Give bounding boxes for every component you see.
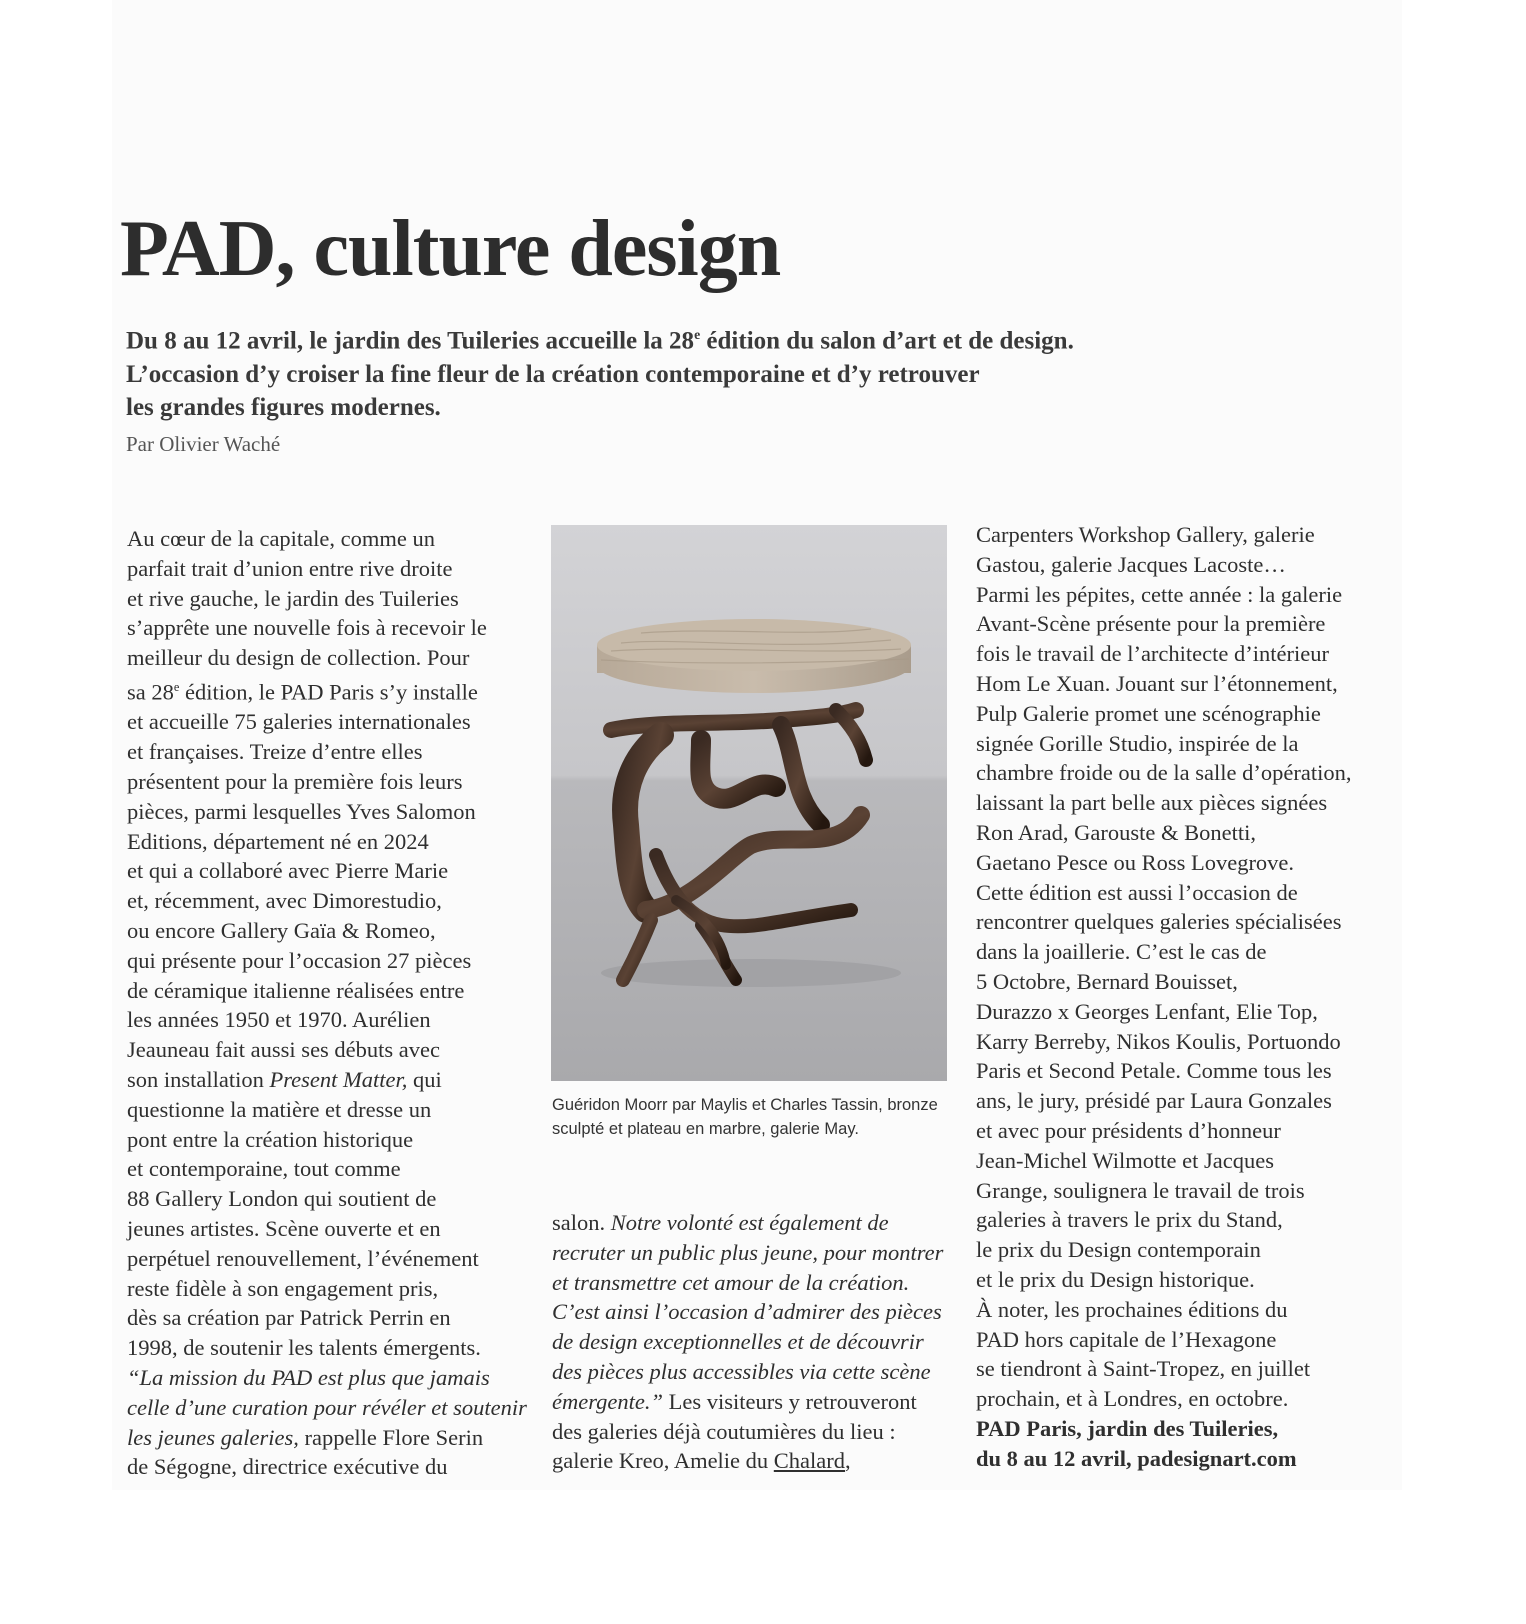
body-text: , <box>845 1448 851 1474</box>
quote-text: émergente.” <box>552 1388 664 1414</box>
photo-caption <box>552 1093 952 1141</box>
caption-line: Guéridon Moorr par Maylis et Charles Tassin, bronze <box>552 1096 938 1114</box>
body-line: Carpenters Workshop Gallery, galerie <box>976 522 1315 547</box>
body-line <box>127 1065 527 1095</box>
body-line: Hom Le Xuan. Jouant sur l’étonnement, <box>976 670 1338 696</box>
body-line <box>552 1387 952 1417</box>
body-column-3 <box>976 520 1386 1474</box>
body-line: Durazzo x Georges Lenfant, Elie Top, <box>976 998 1318 1024</box>
body-line: 88 Gallery London qui soutient de <box>127 1186 437 1212</box>
standfirst-text: édition du salon d’art et de design. <box>700 327 1074 355</box>
body-line: galeries à travers le prix du Stand, <box>976 1207 1283 1233</box>
body-line: et contemporaine, tout comme <box>127 1156 401 1182</box>
gueridon-photo <box>551 525 947 1081</box>
body-line: présentent pour la première fois leurs <box>127 769 463 795</box>
body-line: Jeauneau fait aussi ses débuts avec <box>127 1037 441 1063</box>
body-line: ou encore Gallery Gaïa & Romeo, <box>127 918 436 944</box>
body-line: se tiendront à Saint-Tropez, en juillet <box>976 1356 1311 1382</box>
body-line: Avant-Scène présente pour la première <box>976 611 1326 637</box>
body-line: rencontrer quelques galeries spécialisées <box>976 909 1342 935</box>
body-line: PAD hors capitale de l’Hexagone <box>976 1326 1277 1352</box>
article-title: PAD, culture design <box>120 205 781 293</box>
body-line: de Ségogne, directrice exécutive du <box>127 1454 448 1480</box>
body-line: s’apprête une nouvelle fois à recevoir le <box>127 615 487 641</box>
body-text: édition, le PAD Paris s’y installe <box>179 679 478 705</box>
quote-text: Notre volonté est également de <box>610 1210 889 1235</box>
body-line: fois le travail de l’architecte d’intérieur <box>976 641 1329 667</box>
body-line: Au cœur de la capitale, comme un <box>127 526 436 551</box>
body-line: Pulp Galerie promet une scénographie <box>976 700 1321 726</box>
body-line: et avec pour présidents d’honneur <box>976 1117 1281 1143</box>
body-column-2 <box>552 1208 952 1476</box>
body-line: questionne la matière et dresse un <box>127 1096 432 1122</box>
body-line: dès sa création par Patrick Perrin en <box>127 1305 451 1331</box>
standfirst-text: Du 8 au 12 avril, le jardin des Tuileries accueille la 28 <box>126 327 695 355</box>
quote-line: recruter un public plus jeune, pour montrer <box>552 1239 944 1265</box>
event-info-line: PAD Paris, jardin des Tuileries, <box>976 1415 1279 1441</box>
body-line: Grange, soulignera le travail de trois <box>976 1177 1305 1203</box>
quote-line: C’est ainsi l’occasion d’admirer des pièces <box>552 1299 942 1325</box>
body-line <box>127 1423 527 1453</box>
body-line: des galeries déjà coutumières du lieu : <box>552 1418 896 1444</box>
body-line: ans, le jury, présidé par Laura Gonzales <box>976 1088 1332 1114</box>
quote-line: de design exceptionnelles et de découvrir <box>552 1329 924 1355</box>
body-line: Cette édition est aussi l’occasion de <box>976 879 1298 905</box>
body-line: et françaises. Treize d’entre elles <box>127 739 423 765</box>
quote-line: et transmettre cet amour de la création. <box>552 1269 910 1295</box>
ordinal-superscript: e <box>694 327 701 342</box>
body-text: qui <box>407 1067 442 1092</box>
body-line: et, récemment, avec Dimorestudio, <box>127 888 442 914</box>
body-line: Parmi les pépites, cette année : la galerie <box>976 581 1343 607</box>
body-line: Gaetano Pesce ou Ross Lovegrove. <box>976 849 1295 875</box>
event-info-line: du 8 au 12 avril, padesignart.com <box>976 1445 1297 1471</box>
body-line: chambre froide ou de la salle d’opération, <box>976 760 1352 786</box>
body-text: galerie Kreo, Amelie du <box>552 1448 774 1474</box>
article-standfirst <box>126 318 1166 424</box>
body-line: signée Gorille Studio, inspirée de la <box>976 730 1299 756</box>
underlined-text: Chalard <box>773 1448 846 1474</box>
quote-text: les jeunes galeries, <box>127 1424 299 1450</box>
body-line: jeunes artistes. Scène ouverte et en <box>127 1215 441 1241</box>
body-line: Karry Berreby, Nikos Koulis, Portuondo <box>976 1028 1341 1054</box>
standfirst-line: les grandes figures modernes. <box>126 393 441 421</box>
body-line: Ron Arad, Garouste & Bonetti, <box>976 819 1256 845</box>
body-line: perpétuel renouvellement, l’événement <box>127 1245 479 1271</box>
body-text: Les visiteurs y retrouveront <box>663 1388 917 1414</box>
body-line <box>552 1446 952 1476</box>
body-line: et accueille 75 galeries internationales <box>127 709 471 735</box>
artwork-title: Present Matter, <box>269 1067 408 1092</box>
article-byline: Par Olivier Waché <box>126 432 281 456</box>
ordinal-superscript: e <box>173 679 180 694</box>
standfirst-line: L’occasion d’y croiser la fine fleur de la création contemporaine et d’y retrouver <box>126 360 980 388</box>
body-text: rappelle Flore Serin <box>298 1424 484 1450</box>
body-line: de céramique italienne réalisées entre <box>127 977 465 1003</box>
body-line: et le prix du Design historique. <box>976 1266 1255 1292</box>
quote-line: “La mission du PAD est plus que jamais <box>127 1364 490 1390</box>
body-line: pont entre la création historique <box>127 1126 414 1152</box>
body-line: les années 1950 et 1970. Aurélien <box>127 1007 431 1033</box>
body-line <box>552 1208 952 1238</box>
body-line: et qui a collaboré avec Pierre Marie <box>127 858 449 884</box>
body-line: Gastou, galerie Jacques Lacoste… <box>976 551 1286 577</box>
quote-line: des pièces plus accessibles via cette scène <box>552 1358 931 1384</box>
body-line: meilleur du design de collection. Pour <box>127 645 470 671</box>
body-line <box>127 673 527 707</box>
body-line: qui présente pour l’occasion 27 pièces <box>127 947 472 973</box>
body-column-1 <box>127 524 527 1482</box>
body-line: À noter, les prochaines éditions du <box>976 1296 1288 1322</box>
caption-line: sculpté et plateau en marbre, galerie May. <box>552 1120 859 1138</box>
body-line: 1998, de soutenir les talents émergents. <box>127 1335 481 1361</box>
body-text: son installation <box>127 1067 270 1092</box>
quote-line: celle d’une curation pour révéler et soutenir <box>127 1394 527 1420</box>
body-line: le prix du Design contemporain <box>976 1237 1261 1263</box>
body-line: parfait trait d’union entre rive droite <box>127 555 453 581</box>
table-illustration <box>551 525 947 1081</box>
body-line: prochain, et à Londres, en octobre. <box>976 1386 1289 1412</box>
body-line: Jean-Michel Wilmotte et Jacques <box>976 1147 1274 1173</box>
body-text: salon. <box>552 1210 611 1235</box>
body-line: dans la joaillerie. C’est le cas de <box>976 939 1267 965</box>
body-line: et rive gauche, le jardin des Tuileries <box>127 585 459 611</box>
body-line: 5 Octobre, Bernard Bouisset, <box>976 968 1238 994</box>
body-line: reste fidèle à son engagement pris, <box>127 1275 439 1301</box>
body-text: sa 28 <box>127 679 174 705</box>
body-line: Paris et Second Petale. Comme tous les <box>976 1058 1332 1084</box>
body-line: Editions, département né en 2024 <box>127 828 429 854</box>
body-line: pièces, parmi lesquelles Yves Salomon <box>127 798 476 824</box>
body-line: laissant la part belle aux pièces signées <box>976 790 1328 816</box>
